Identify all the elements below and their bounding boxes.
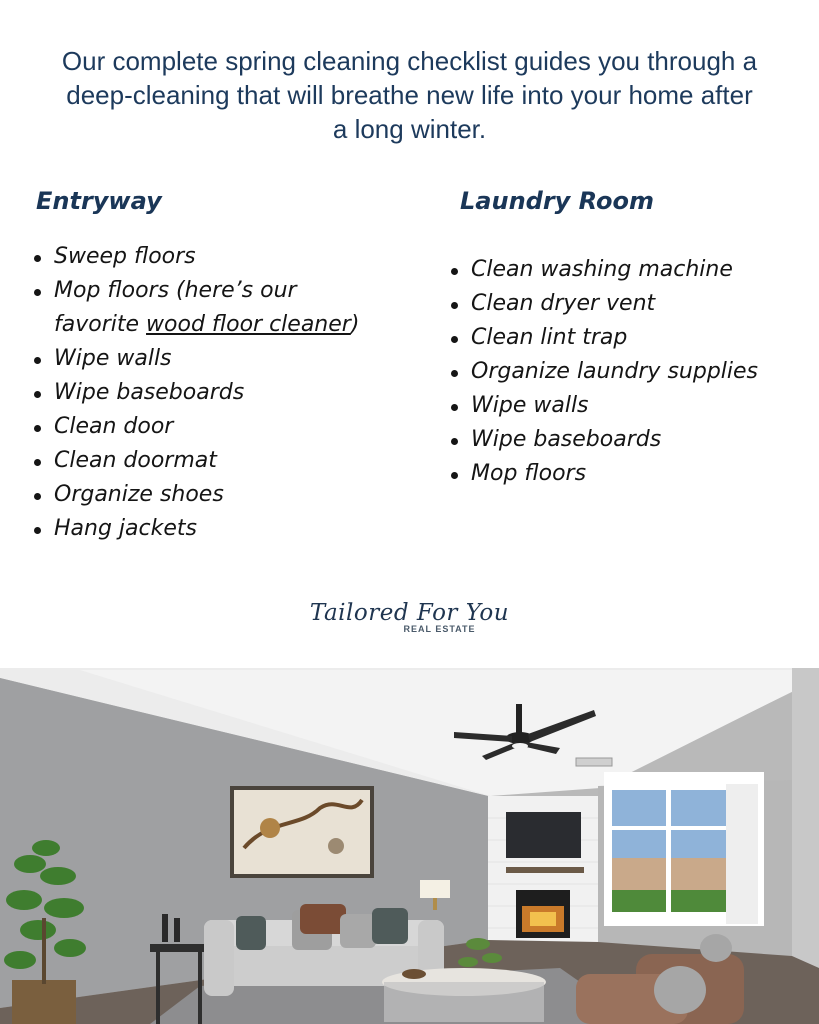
laundry-section-title: [460, 187, 654, 215]
list-item: Clean dryer vent: [449, 287, 819, 321]
list-item: Clean washing machine: [449, 253, 819, 287]
list-item-text: ): [350, 312, 360, 337]
logo-subtitle: REAL ESTATE: [403, 624, 476, 634]
list-item: Organize laundry supplies: [449, 355, 819, 389]
logo-script: Tailored For You: [309, 600, 510, 626]
list-item: Wipe walls: [32, 342, 432, 376]
laundry-heading: Laundry Room: [460, 187, 654, 215]
entryway-heading: Entryway: [36, 187, 162, 215]
list-item: Wipe walls: [449, 389, 819, 423]
laundry-checklist: [449, 253, 819, 491]
living-room-illustration: [0, 668, 819, 1024]
list-item: Clean door: [32, 410, 432, 444]
entryway-checklist: [32, 240, 432, 546]
intro-paragraph: [30, 44, 789, 146]
wood-floor-cleaner-link[interactable]: wood floor cleaner: [146, 312, 351, 337]
intro-line: Our complete spring cleaning checklist guides you through a: [61, 46, 758, 76]
living-room-photo: [0, 668, 819, 1024]
list-item: Clean lint trap: [449, 321, 819, 355]
intro-line: deep-cleaning that will breathe new life into your home after: [66, 80, 753, 110]
list-item-text: favorite: [54, 312, 140, 337]
list-item: Organize shoes: [32, 478, 432, 512]
list-item: Mop floors: [449, 457, 819, 491]
list-item: [32, 274, 432, 342]
list-item-text: Mop floors (here’s our: [54, 278, 297, 303]
list-item: Sweep floors: [32, 240, 432, 274]
entryway-section-title: [36, 187, 162, 215]
brand-logo: [0, 600, 819, 634]
list-item: Wipe baseboards: [32, 376, 432, 410]
list-item: Wipe baseboards: [449, 423, 819, 457]
intro-line: a long winter.: [332, 114, 487, 144]
list-item: Clean doormat: [32, 444, 432, 478]
list-item: Hang jackets: [32, 512, 432, 546]
